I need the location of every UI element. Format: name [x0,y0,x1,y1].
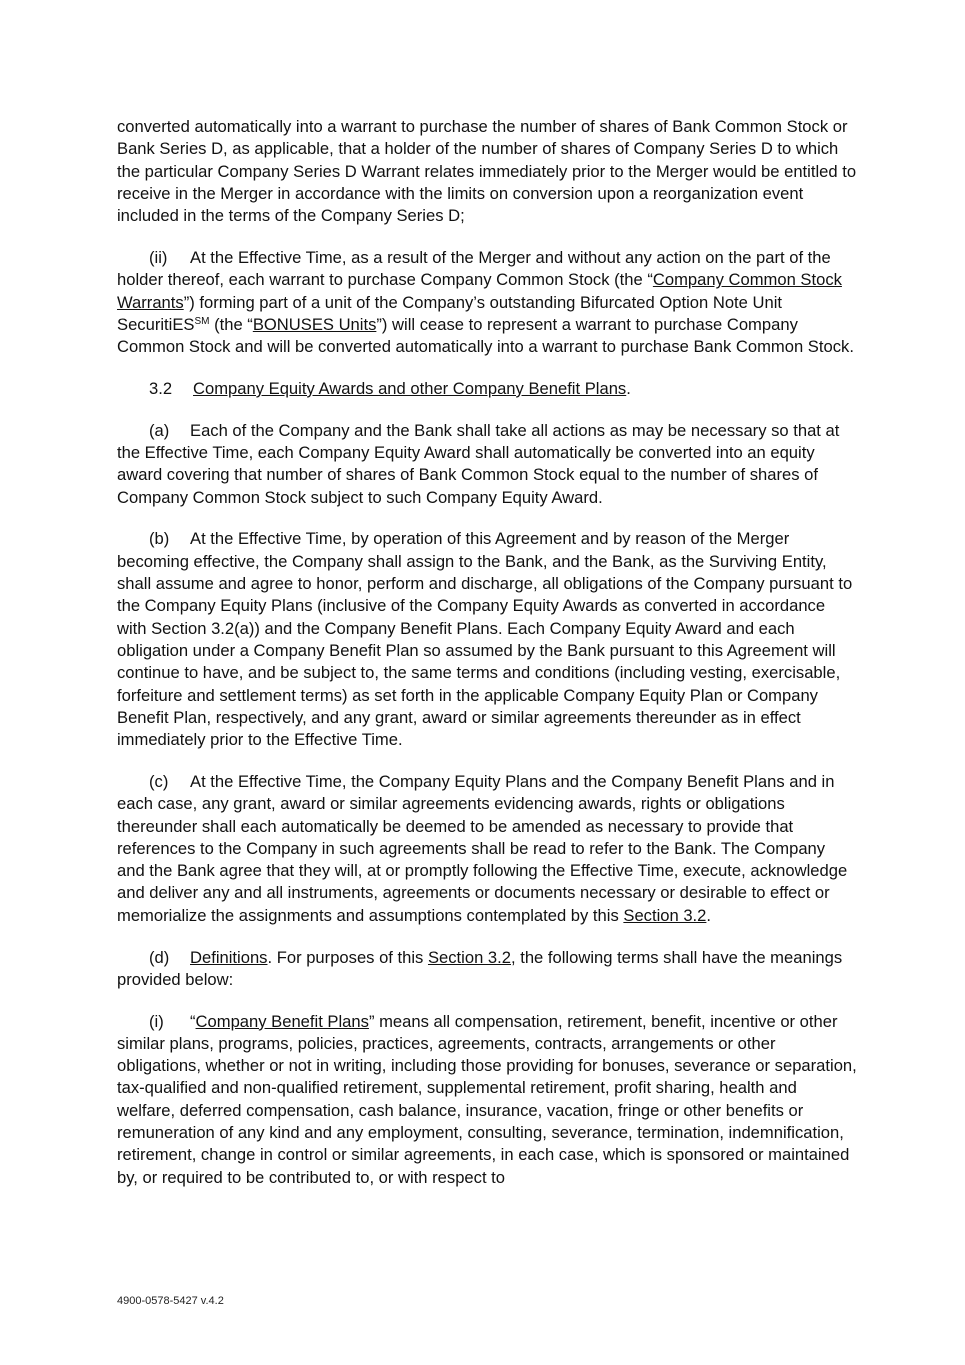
paragraph-a: (a) Each of the Company and the Bank shall take all actions as may be necessary so that at the Effective Time, each Company Equity Award shall automatically be converted into an equity award covering that number of shares of Bank Common Stock equal to the number of shares of Company Common Stock subject to such Company Equity Award. [117,420,840,507]
clause-label: (ii) [149,247,168,267]
section-number: 3.2 [149,378,173,398]
defined-term-bonuses-units: BONUSES Units [252,314,377,334]
service-mark: SM [194,315,210,327]
document-page [117,116,857,1208]
paragraph-b: (b) At the Effective Time, by operation of this Agreement and by reason of the Merger becoming effective, the Company shall assign to the Bank, and the Bank, as the Surviving Entity, shall assume and agree to honor, perform and discharge, all obligations of the Company pursuant to the Company Equity Plans (inclusive of the Company Equity Awards as converted in accordance with Section 3.2(a)) and the Company Benefit Plans. Each Company Equity Award and each obligation under a Company Benefit Plan so assumed by the Bank pursuant to this Agreement will continue to have, and be subject to, the same terms and conditions (including vesting, exercisable, forfeiture and settlement terms) as set forth in the applicable Company Equity Plan or Company Benefit Plan, respectively, and any grant, award or similar agreements thereunder as in effect immediately prior to the Effective Time. [117,529,853,750]
defined-term-company-benefit-plans: Company Benefit Plans [195,1011,369,1031]
clause-label: (a) [149,420,170,440]
defined-term-definitions: Definitions [190,947,268,967]
paragraph-c: (c) At the Effective Time, the Company Equity Plans and the Company Benefit Plans and in each case, any grant, award or similar agreements evidencing awards, rights or obligations thereunder shall each automatically be deemed to be amended as necessary to provide that references to the Company in such agreements shall be read to refer to the Bank. The Company and the Bank agree that they will, at or promptly following the Effective Time, execute, acknowledge and deliver any and all instruments, agreements or documents necessary or desirable to effect or memorialize the assignments and assumptions contemplated by this Section 3.2. [117,771,848,925]
clause-label: (d) [149,947,170,967]
paragraph-i-company-benefit-plans: (i) “Company Benefit Plans” means all compensation, retirement, benefit, incentive or other similar plans, programs, policies, practices, agreements, contracts, arrangements or other obligations, whether or not in writing, including those providing for bonuses, severance or separation, tax-qualified and non-qualified retirement, supplemental retirement, profit sharing, health and welfare, deferred compensation, cash balance, insurance, vacation, fringe or other benefits or remuneration of any kind and any employment, consulting, severance, termination, indemnification, retirement, change in control or similar agreements, in each case, which is sponsored or maintained by, or required to be contributed to, or with respect to [117,1011,857,1187]
paragraph-d-definitions: (d) Definitions. For purposes of this Section 3.2, the following terms shall have the meanings provided below: [117,947,843,989]
clause-label: (i) [149,1011,164,1031]
document-id-footer: 4900-0578-5427 v.4.2 [117,1295,224,1307]
section-reference: Section 3.2 [427,947,511,967]
defined-term-company-common-stock-warrants: Company Common Stock Warrants [117,270,842,312]
section-heading-3-2: 3.2 Company Equity Awards and other Company Benefit Plans. [117,378,857,400]
section-title: Company Equity Awards and other Company Benefit Plans [193,378,627,398]
paragraph-ii-bonuses-units: (ii) At the Effective Time, as a result of the Merger and without any action on the part of the holder thereof, each warrant to purchase Company Common Stock (the “Company Common Stock Warrants”) forming part of a unit of the Company’s outstanding Bifurcated Option Note Unit SecuritiES℠ (the “BONUSES Units”) will cease to represent a warrant to purchase Company Common Stock and will be converted automatically into a warrant to purchase Bank Common Stock. [117,247,854,357]
paragraph-continuation: converted automatically into a warrant to purchase the number of shares of Bank Common Stock or Bank Series D, as applicable, that a holder of the number of shares of Company Series D to which the particular Company Series D Warrant relates immediately prior to the Merger would be entitled to receive in the Merger in accordance with the limits on conversion upon a reorganization event included in the terms of the Company Series D; [117,117,857,226]
clause-label: (c) [149,771,169,791]
section-reference: Section 3.2 [623,905,707,925]
clause-label: (b) [149,529,170,549]
